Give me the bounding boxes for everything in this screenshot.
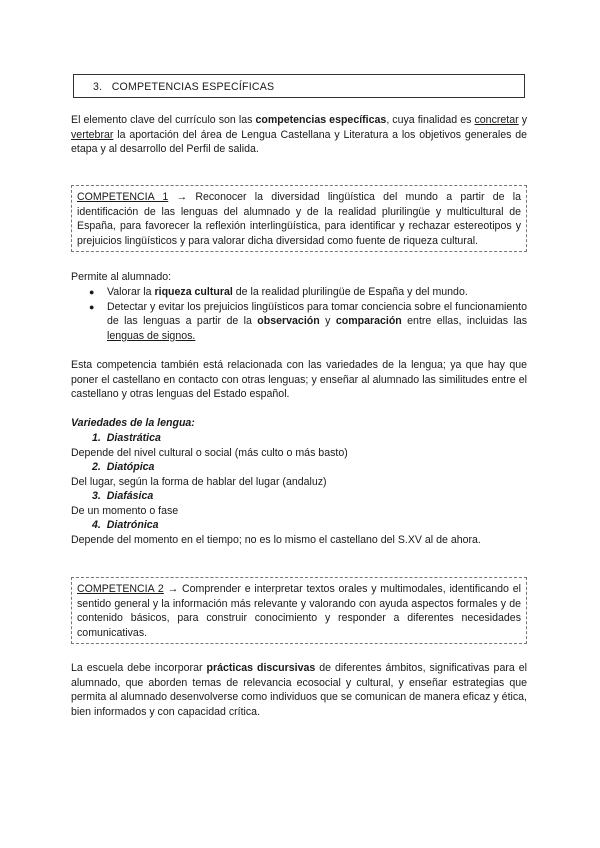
variedad-1-heading [92,431,161,446]
list-item [71,285,527,300]
variedad-number: 1. [92,432,101,444]
escuela-bold: prácticas discursivas [206,662,316,674]
intro-text: y [518,114,528,126]
variedad-number: 3. [92,490,101,502]
variedad-4-heading [92,518,159,533]
section-number: 3. [93,81,103,93]
escuela-text: de diferentes ámbitos, significativas para el alumnado, que aborden temas de relevancia ecosocial y cultural, y enseñar estrategias que permita al alumnado desenvolverse como individuos que se comunican de manera eficaz y ética, bien informados y con capacidad crítica. [71,662,527,718]
variedades-title: Variedades de la lengua: [71,417,195,429]
variedad-2-desc: Del lugar, según la forma de hablar del lugar (andaluz) [71,476,327,488]
competencia-1-box [71,185,527,252]
variedad-name: Diatrónica [106,519,159,531]
competencia-2-label: COMPETENCIA 2 [77,583,164,595]
intro-paragraph [71,113,527,157]
competencia-2-text: → Comprender e interpretar textos orales y multimodales, identificando el sentido general y la información más relevante y valorando con ayuda aspectos formales y de contenido básicos, para construir conocimiento y responder a diferentes necesidades comunicativas. [77,583,521,639]
item-text: Valorar la [107,286,155,298]
competencia-1-label: COMPETENCIA 1 [77,191,169,203]
variedad-number: 2. [92,461,101,473]
variedad-3-desc: De un momento o fase [71,505,179,517]
item-text: y [319,315,336,328]
item-text: Detectar y evitar los prejuicios lingüísticos para tomar conciencia sobre el funcionamiento de las lenguas a partir de la [107,300,527,328]
permite-intro: Permite al alumnado: [71,271,172,283]
variedad-number: 4. [92,519,101,531]
intro-text: El elemento clave del currículo son las [71,114,256,126]
variedad-3-heading [92,489,153,504]
intro-bold: competencias específicas [255,114,387,126]
intro-underline: concretar [474,114,519,126]
competencia-1-text: → Reconocer la diversidad lingüística del mundo a partir de la identificación de las lenguas del alumnado y de la realidad plurilingüe y multicultural de España, para favorecer la reflexión interlingüística, para identificar y rechazar estereotipos y prejuicios lingüísticos y para valorar dicha diversidad como fuente de riqueza cultural. [77,191,521,247]
variedad-2-heading [92,460,154,475]
variedad-1-desc: Depende del nivel cultural o social (más culto o más basto) [71,447,348,459]
variedades-intro: Esta competencia también está relacionada con las variedades de la lengua; ya que hay que poner el castellano en contacto con otras lenguas; y enseñar al alumnado las similitudes entre el castellano y otras lenguas del Estado español. [71,359,527,401]
variedad-name: Diastrática [106,432,161,444]
intro-text: la aportación del área de Lengua Castellana y Literatura a los objetivos generales de etapa y al desarrollo del Perfil de salida. [71,128,527,156]
permite-list [71,285,527,343]
section-header [73,74,525,98]
list-item [71,300,527,344]
item-bold: riqueza cultural [154,286,233,298]
competencia-2-box [71,577,527,644]
variedad-name: Diatópica [106,461,155,473]
item-text: entre ellas, incluidas las [401,315,528,328]
variedad-name: Diafásica [106,490,154,502]
intro-text: , cuya finalidad es [386,114,475,126]
item-bold: comparación [335,315,402,328]
item-underline: lenguas de signos. [107,329,196,342]
item-bold: observación [257,315,320,328]
intro-underline: vertebrar [71,128,114,141]
item-text: de la realidad plurilingüe de España y del mundo. [232,286,468,298]
escuela-paragraph [71,661,527,719]
section-title: COMPETENCIAS ESPECÍFICAS [111,81,275,93]
bullet-icon: ● [89,287,95,297]
bullet-icon: ● [89,301,95,312]
variedad-4-desc: Depende del momento en el tiempo; no es lo mismo el castellano del S.XV al de ahora. [71,534,481,546]
escuela-text: La escuela debe incorporar [71,662,207,674]
